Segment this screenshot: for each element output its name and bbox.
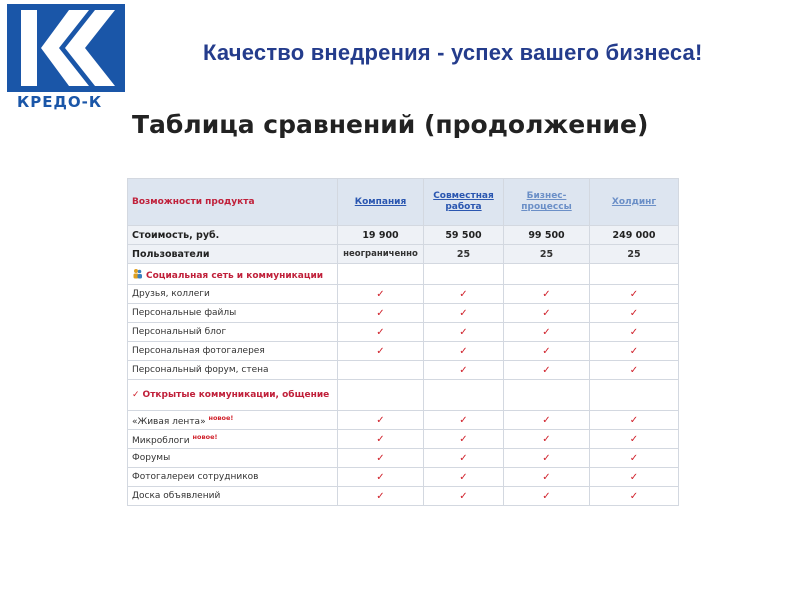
checkmark-icon: ✓ xyxy=(424,468,504,487)
feature-name-text: Персональная фотогалерея xyxy=(132,346,265,356)
section-empty-cell xyxy=(590,380,679,411)
checkmark-icon: ✓ xyxy=(338,411,424,430)
feature-name xyxy=(128,323,338,342)
table-row xyxy=(128,342,679,361)
section-empty-cell xyxy=(424,264,504,285)
company-logo xyxy=(7,4,125,110)
table-row xyxy=(128,468,679,487)
checkmark-icon: ✓ xyxy=(504,342,590,361)
table-row xyxy=(128,285,679,304)
comparison-table xyxy=(127,178,679,506)
checkmark-icon: ✓ xyxy=(338,342,424,361)
feature-name-text: Персональный блог xyxy=(132,327,227,337)
checkmark-icon: ✓ xyxy=(590,449,679,468)
section-empty-cell xyxy=(338,264,424,285)
checkmark-icon: ✓ xyxy=(424,323,504,342)
users-value: 25 xyxy=(504,245,590,264)
checkmark-icon: ✓ xyxy=(590,342,679,361)
section-title-text: Социальная сеть и коммуникации xyxy=(146,270,324,281)
section-empty-cell xyxy=(590,264,679,285)
price-row xyxy=(128,226,679,245)
section-header-row xyxy=(128,380,679,411)
users-value: неограниченно xyxy=(338,245,424,264)
feature-name xyxy=(128,361,338,380)
checkmark-icon: ✓ xyxy=(424,304,504,323)
feature-name-text: Микроблоги xyxy=(132,435,190,446)
feature-name xyxy=(128,449,338,468)
checkmark-icon: ✓ xyxy=(338,430,424,449)
checkmark-icon: ✓ xyxy=(504,285,590,304)
users-label: Пользователи xyxy=(128,245,338,264)
slogan: Качество внедрения - успех вашего бизнеса! xyxy=(203,40,703,65)
checkmark-icon: ✓ xyxy=(504,487,590,506)
slide-title: Таблица сравнений (продолжение) xyxy=(132,110,649,139)
logo-mark-icon xyxy=(7,4,125,92)
feature-name xyxy=(128,468,338,487)
feature-name-text: Друзья, коллеги xyxy=(132,289,210,299)
checkmark-icon: ✓ xyxy=(338,285,424,304)
checkmark-icon: ✓ xyxy=(504,449,590,468)
table-row xyxy=(128,304,679,323)
table-row xyxy=(128,323,679,342)
checkmark-icon: ✓ xyxy=(590,285,679,304)
price-value: 59 500 xyxy=(424,226,504,245)
table-row xyxy=(128,487,679,506)
users-value: 25 xyxy=(424,245,504,264)
checkmark-icon: ✓ xyxy=(338,487,424,506)
checkmark-icon: ✓ xyxy=(504,361,590,380)
checkmark-icon: ✓ xyxy=(504,323,590,342)
plan-header-business-processes[interactable]: Бизнес-процессы xyxy=(504,179,590,226)
checkmark-icon: ✓ xyxy=(424,342,504,361)
table-row xyxy=(128,361,679,380)
checkmark-icon: ✓ xyxy=(590,411,679,430)
feature-column-header: Возможности продукта xyxy=(128,179,338,226)
feature-name-text: «Живая лента» xyxy=(132,416,206,427)
checkmark-icon: ✓ xyxy=(424,430,504,449)
checkmark-icon: ✓ xyxy=(424,487,504,506)
plan-header-company[interactable]: Компания xyxy=(338,179,424,226)
new-badge: новое! xyxy=(208,413,234,422)
section-empty-cell xyxy=(338,380,424,411)
checkmark-icon: ✓ xyxy=(590,323,679,342)
section-title xyxy=(128,264,338,285)
feature-name xyxy=(128,411,338,430)
price-value: 249 000 xyxy=(590,226,679,245)
feature-name-text: Форумы xyxy=(132,453,171,463)
checkmark-icon: ✓ xyxy=(590,430,679,449)
section-title xyxy=(128,380,338,411)
plan-header-collaboration[interactable]: Совместная работа xyxy=(424,179,504,226)
checkmark-icon: ✓ xyxy=(338,323,424,342)
feature-name xyxy=(128,285,338,304)
checkmark-icon: ✓ xyxy=(338,449,424,468)
price-label: Стоимость, руб. xyxy=(128,226,338,245)
feature-name-text: Персональные файлы xyxy=(132,308,237,318)
checkmark-icon: ✓ xyxy=(504,304,590,323)
feature-name xyxy=(128,304,338,323)
checkmark-icon: ✓ xyxy=(590,304,679,323)
checkmark-icon: ✓ xyxy=(338,468,424,487)
checkmark-icon: ✓ xyxy=(590,361,679,380)
checkmark-icon: ✓ xyxy=(504,411,590,430)
checkmark-icon xyxy=(338,361,424,380)
table-row xyxy=(128,411,679,430)
plan-header-holding[interactable]: Холдинг xyxy=(590,179,679,226)
checkmark-icon: ✓ xyxy=(590,487,679,506)
checkmark-icon: ✓ xyxy=(424,285,504,304)
section-empty-cell xyxy=(504,380,590,411)
section-empty-cell xyxy=(424,380,504,411)
feature-name xyxy=(128,430,338,449)
feature-name-text: Фотогалереи сотрудников xyxy=(132,472,259,482)
people-icon xyxy=(132,268,143,279)
price-value: 99 500 xyxy=(504,226,590,245)
table-row xyxy=(128,430,679,449)
checkmark-icon: ✓ xyxy=(338,304,424,323)
checkmark-icon: ✓ xyxy=(590,468,679,487)
feature-name-text: Персональный форум, стена xyxy=(132,365,269,375)
feature-name-text: Доска объявлений xyxy=(132,491,221,501)
table-row xyxy=(128,449,679,468)
checkmark-icon: ✓ xyxy=(424,449,504,468)
logo-text: КРЕДО-К xyxy=(17,93,103,111)
users-row xyxy=(128,245,679,264)
users-value: 25 xyxy=(590,245,679,264)
price-value: 19 900 xyxy=(338,226,424,245)
feature-name xyxy=(128,342,338,361)
feature-name xyxy=(128,487,338,506)
checkmark-icon: ✓ xyxy=(424,361,504,380)
section-header-row xyxy=(128,264,679,285)
table-header-row xyxy=(128,179,679,226)
checkmark-icon: ✓ xyxy=(424,411,504,430)
section-empty-cell xyxy=(504,264,590,285)
new-badge: новое! xyxy=(192,432,218,441)
checkmark-icon: ✓ xyxy=(132,389,140,400)
section-title-text: Открытые коммуникации, общение xyxy=(142,389,330,400)
checkmark-icon: ✓ xyxy=(504,468,590,487)
checkmark-icon: ✓ xyxy=(504,430,590,449)
